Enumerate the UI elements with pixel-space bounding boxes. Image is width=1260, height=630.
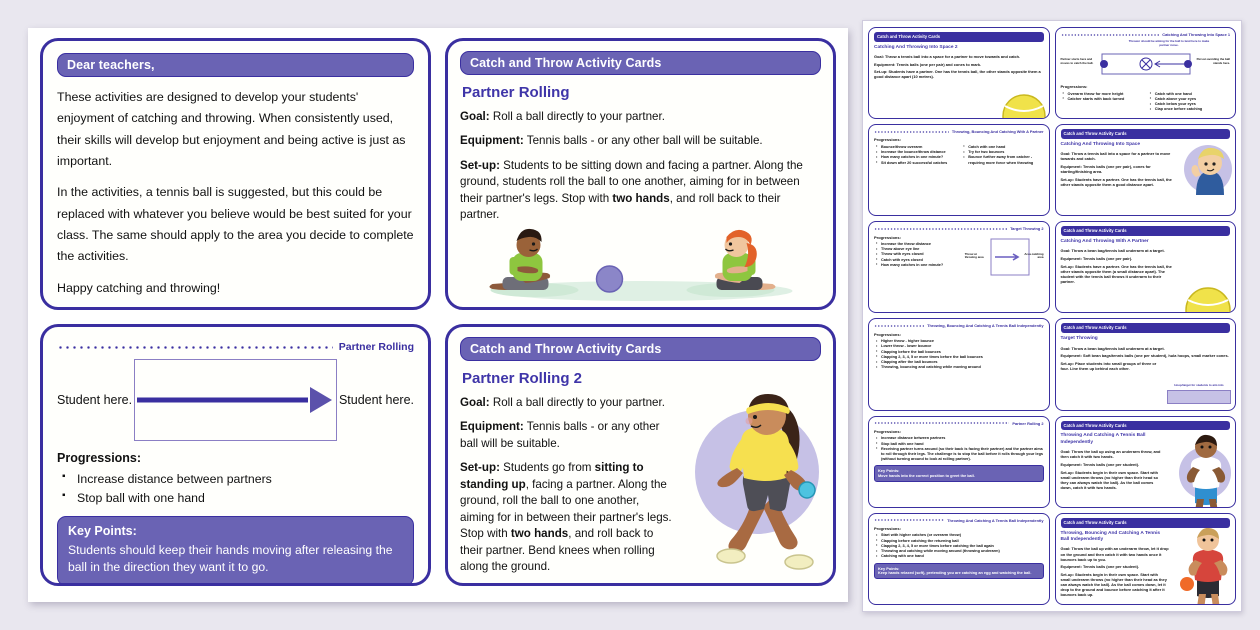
tennis-ball-icon	[1001, 92, 1047, 119]
thumb-dotted-label: Throwing, Bouncing And Catching With A Partner	[951, 129, 1044, 135]
equipment-text: Tennis balls - or any other ball will be suitable.	[523, 134, 763, 148]
progressions-list	[876, 242, 961, 268]
setup-text-2: , and roll back to their partner.	[460, 191, 781, 222]
progressions-list-left	[1063, 92, 1143, 113]
progressions-list	[876, 436, 1044, 462]
list-item: • Throwing, bouncing and catching while moving around	[876, 365, 1044, 370]
thumb-target-diagram	[1167, 384, 1231, 403]
card-dear-teachers[interactable]	[40, 38, 431, 310]
card-banner: Catch and Throw Activity Cards	[460, 337, 821, 361]
key-points-box	[874, 465, 1044, 481]
list-item: • Throw above eye line	[876, 247, 961, 252]
list-item: • Clapping 2, 3, 4, 5 or more times before catching the ball again	[876, 544, 1044, 549]
thumb-equipment: Equipment: Tennis balls (one per pair).	[1060, 256, 1133, 262]
list-item: • Increase the throw distance	[876, 242, 961, 247]
list-item: • Catcher starts with back turned	[1063, 97, 1143, 102]
list-item: • Try for two bounces	[963, 150, 1043, 155]
thumb-setup: Set-up: Students have a partner. One has the tennis ball, the other stands opposite them a good distance apart.	[1060, 176, 1172, 187]
list-item: • Catch below your eyes	[1150, 102, 1230, 107]
list-item: ▪ Stop ball with one hand	[61, 489, 414, 508]
list-item: • Increase the bounce/throw distance	[876, 150, 956, 155]
thumb-dotted-header	[874, 323, 1044, 328]
thumbnail-catching-throwing-into-space-2[interactable]	[868, 27, 1050, 119]
thumbnail-catching-throwing-into-space[interactable]	[1055, 124, 1237, 216]
key-points-body: Move hands into the correct position to greet the ball.	[878, 473, 975, 478]
thumbnail-target-throwing-2[interactable]	[868, 221, 1050, 313]
key-points-box	[57, 516, 414, 586]
diagram-right-label: Area catching area	[1024, 251, 1044, 260]
key-points-body: Keep hands relaxed (soft), pretending you are catching an egg and watching the ball.	[878, 570, 1032, 575]
thumb-title: Catching And Throwing Into Space 2	[874, 44, 958, 50]
card-banner: Catch and Throw Activity Cards	[460, 51, 821, 75]
list-item: • Catch with eyes closed	[876, 258, 961, 263]
arrow-head-icon	[310, 387, 332, 413]
progressions-list-right	[963, 145, 1043, 166]
girl-standing-svg	[691, 386, 831, 581]
list-item: • Clapping after the ball bounces	[876, 360, 1044, 365]
intro-paragraph-2: In the activities, a tennis ball is suggested, but this could be replaced with whatever you believe would be best suited for your class. The same should apply to the area you decide to complete the activities.	[57, 185, 414, 264]
thumb-dotted-label: Catching And Throwing Into Space 1	[1162, 32, 1230, 37]
dotted-rule	[874, 519, 944, 521]
thumb-dotted-header	[874, 129, 1044, 134]
equipment-line	[460, 419, 675, 452]
arrow-shaft-icon	[137, 398, 308, 403]
dotted-header	[57, 341, 414, 353]
two-children-sitting-svg	[462, 217, 823, 303]
thumb-dotted-header	[874, 421, 1044, 426]
thumb-setup: Set-up: Place students into small groups of three or four. Line them up behind each other.	[1060, 360, 1157, 371]
thumb-progressions-columns	[874, 145, 1044, 168]
list-item: • Receiving partner turns around (so their back is facing their partner) and the partner aims to roll through their legs. The challenge is to stop the ball before it rolls through your legs (without turning around to look at rolling partner).	[876, 447, 1044, 463]
thumb-progressions-heading: Progressions:	[874, 234, 901, 240]
list-item: • Stop ball with one hand	[876, 442, 1044, 447]
intro-paragraph-1: These activities are designed to develop your students' enjoyment of catching and throwing. When consistently used, their skills will develop but enjoyment and being active is just as important.	[57, 90, 406, 168]
thumb-equipment: Equipment: Tennis balls (one per pair) and cones to mark.	[874, 61, 982, 67]
key-points-box	[874, 563, 1044, 579]
list-item: • Clapping before the ball bounces	[876, 350, 1044, 355]
list-item: • Catching with one hand	[876, 554, 1044, 559]
diagram-left-label: Student here.	[57, 393, 133, 407]
boy-throwing-icon	[1180, 139, 1234, 197]
rolling-diagram	[57, 359, 414, 441]
list-item: • Throwing and catching while moving around (throwing underarm)	[876, 549, 1044, 554]
dotted-rule	[874, 422, 1009, 424]
thumb-setup: Set-up: Students begin in their own space. Start with small underarm throws (no higher than their head as they can always watch the ball). As the ball comes down, let it drop to the ground and bounce before catching it after it bounces back up.	[1060, 571, 1167, 598]
goal-line	[460, 395, 675, 411]
setup-bold-1: sitting to standing up	[460, 461, 644, 491]
card-partner-rolling[interactable]	[445, 38, 836, 310]
setup-text-3: , and roll back to their partner. Bend knees when rolling along the ground.	[460, 527, 655, 574]
target-diagram-svg	[987, 237, 1033, 279]
thumbnail-throwing-bouncing-catching-tennis-ball-independently[interactable]	[1055, 513, 1237, 605]
diagram-right-label: Student here.	[338, 393, 414, 407]
thumb-goal: Goal: Throw the ball up using an underarm throw, and then catch it with two hands.	[1060, 449, 1161, 460]
list-item: ▪ Increase distance between partners	[61, 470, 414, 489]
card-title: Partner Rolling 2	[462, 370, 583, 387]
thumb-goal: Goal: Throw a tennis ball into a space for a partner to move towards and catch.	[1060, 151, 1171, 162]
list-item: • Overarm throw for more height	[1063, 92, 1143, 97]
intro-paragraph-3: Happy catching and throwing!	[57, 280, 221, 295]
list-item: • Sit down after 20 successful catches	[876, 161, 956, 166]
list-item: • Lower throw - lower bounce	[876, 344, 1044, 349]
progressions-list-right	[1150, 92, 1230, 113]
thumb-dotted-header	[874, 518, 1044, 523]
dotted-header-label: Partner Rolling	[338, 341, 414, 353]
thumb-setup: Set-up: Students begin in their own space. Start with small underarm throws (no higher than their head so they can always watch the ball). As the ball comes down, catch it with two hands.	[1060, 469, 1158, 490]
dotted-rule	[57, 346, 333, 349]
thumb-title: Target Throwing	[1060, 336, 1098, 342]
thumb-diagram	[1061, 40, 1231, 84]
thumb-dotted-label: Throwing, Bouncing And Catching A Tennis Ball Independently	[927, 323, 1044, 329]
thumb-title: Catching And Throwing Into Space	[1060, 141, 1141, 147]
diagram-box	[134, 359, 337, 441]
boy-catching-icon	[1175, 433, 1231, 508]
setup-bold-2: two hands	[510, 527, 569, 541]
goal-text: Roll a ball directly to your partner.	[489, 110, 665, 123]
thumb-title: Catching And Throwing With A Partner	[1060, 239, 1149, 244]
thumbnail-throwing-catching-independently-progressions[interactable]	[868, 513, 1050, 605]
key-points-title: Key Points:	[68, 524, 137, 539]
list-item: • Throw with eyes closed	[876, 252, 961, 257]
thumb-progressions-heading: Progressions:	[1060, 84, 1088, 90]
dotted-rule	[874, 228, 1007, 230]
thumb-dotted-header	[874, 226, 1044, 231]
thumb-dotted-label: Target Throwing 2	[1010, 226, 1044, 232]
list-item: • Increase distance between partners	[876, 436, 1044, 441]
thumbnail-throwing-bouncing-catching-independently-progressions[interactable]	[868, 318, 1050, 410]
thumb-banner: Catch and Throw Activity Cards	[874, 32, 1044, 42]
dotted-rule	[874, 325, 924, 327]
goal-label: Goal:	[460, 396, 490, 409]
goal-text: Roll a ball directly to your partner.	[489, 396, 665, 409]
thumb-banner: Catch and Throw Activity Cards	[1061, 421, 1231, 431]
setup-line	[460, 158, 821, 224]
preview-page	[28, 28, 848, 602]
illustration-girl-standing	[691, 386, 831, 581]
space-diagram-svg	[1094, 50, 1199, 80]
card-partner-rolling-diagram[interactable]	[40, 324, 431, 586]
thumb-banner: Catch and Throw Activity Cards	[1061, 129, 1231, 139]
thumb-goal: Goal: Throw a tennis ball into a space for a partner to move towards and catch.	[874, 54, 1021, 60]
setup-text-2: , facing a partner. Along the ground, roll the ball to one another, aiming for in between their partner's legs. Stop with	[460, 477, 672, 541]
setup-line	[460, 460, 675, 575]
illustration-two-children-sitting	[462, 217, 823, 303]
tennis-ball-icon	[1183, 284, 1233, 313]
progressions-list	[876, 533, 1044, 559]
thumb-dotted-label: Throwing And Catching A Tennis Ball Independently	[947, 517, 1044, 523]
thumb-banner: Catch and Throw Activity Cards	[1061, 518, 1231, 528]
thumbnail-partner-rolling-2-progressions[interactable]	[868, 416, 1050, 508]
thumb-progressions-columns	[1061, 92, 1231, 115]
dotted-rule	[874, 131, 949, 133]
list-item: • Catch with one hand	[963, 145, 1043, 150]
annotation-top: Thrower should be aiming for the ball to land here to make partner move.	[1128, 39, 1210, 47]
thumbnail-throwing-catching-tennis-ball-independently[interactable]	[1055, 416, 1237, 508]
goal-line	[460, 109, 821, 125]
list-item: • Catch above your eyes	[1150, 97, 1230, 102]
annotation-left: Partner starts here and moves to catch the ball.	[1060, 57, 1094, 65]
thumb-banner: Catch and Throw Activity Cards	[1061, 226, 1231, 236]
thumb-progressions-heading: Progressions:	[874, 428, 901, 434]
list-item: • Clap once before catching	[1150, 107, 1230, 112]
list-item: • Bounce further away from catcher - requiring more force when throwing	[963, 155, 1043, 165]
setup-label: Set-up:	[460, 158, 500, 172]
thumb-setup: Set-up: Students have a partner. One has the tennis ball, the other stands opposite them a good distance apart (10 metres).	[874, 69, 1041, 80]
thumbnail-rail[interactable]	[862, 20, 1242, 612]
thumbnail-throwing-bouncing-catching-with-partner[interactable]	[868, 124, 1050, 216]
thumb-dotted-header	[1061, 32, 1231, 37]
thumb-equipment: Equipment: Tennis balls (one per pair), cones for starting/finishing area.	[1060, 163, 1151, 175]
progressions-list	[61, 470, 414, 508]
key-points-body: Students should keep their hands moving after releasing the ball in the direction they want it to go.	[68, 543, 393, 574]
preview-card-grid	[40, 38, 836, 592]
progressions-list	[876, 339, 1044, 370]
thumb-equipment: Equipment: Tennis balls (one per student).	[1060, 564, 1140, 570]
thumb-dotted-label: Partner Rolling 2	[1012, 420, 1044, 426]
key-points-title: Key Points:	[878, 565, 900, 571]
list-item: • Clapping before catching the returning ball	[876, 539, 1044, 544]
hoop-target-icon	[1167, 390, 1231, 404]
thumb-progressions-heading: Progressions:	[874, 331, 901, 337]
equipment-label: Equipment:	[460, 420, 524, 434]
list-item: • Higher throw - higher bounce	[876, 339, 1044, 344]
thumb-setup: Set-up: Students have a partner. One has the tennis ball, the other stands opposite them (a small distance apart). The student with the tennis ball throws it underarm to their partner.	[1060, 263, 1172, 284]
equipment-label: Equipment:	[460, 134, 524, 148]
setup-text-1: Students go from	[499, 461, 595, 475]
annotation-right: Person avoiding the ball stands here.	[1196, 57, 1230, 65]
equipment-text: Tennis balls - or any other ball will be suitable.	[460, 420, 660, 450]
thumb-goal: Goal: Throw the ball up with an underarm throw, let it drop on the ground and then catch it with two hands once it bounces back up to you.	[1060, 546, 1169, 562]
progressions-list-left	[876, 145, 956, 166]
list-item: • Clapping 2, 3, 4, 5 or more times before the ball bounces	[876, 355, 1044, 360]
thumb-progressions-heading: Progressions:	[874, 137, 901, 143]
setup-text-1: Students to be sitting down and facing a partner. Along the ground, students roll the ball to one another, aiming for in between their partner's legs. Stop with	[460, 158, 803, 205]
thumbnail-catching-throwing-with-a-partner[interactable]	[1055, 221, 1237, 313]
diagram-left-label: Throw at throwing area	[964, 251, 984, 260]
diagram-label: Hoop/target for students to aim into	[1174, 383, 1224, 388]
card-title: Partner Rolling	[462, 84, 570, 101]
list-item: • How many catches in one minute?	[876, 263, 961, 268]
thumb-goal: Goal: Throw a bean bag/tennis ball underarm at a target.	[1060, 345, 1165, 351]
setup-bold: two hands	[612, 191, 670, 205]
thumb-diagram	[965, 235, 1044, 271]
key-points-title: Key Points:	[878, 468, 900, 474]
thumbnail-catching-throwing-into-space-1-diagram[interactable]	[1055, 27, 1237, 119]
list-item: • Bounce/throw overarm	[876, 145, 956, 150]
card-partner-rolling-2[interactable]	[445, 324, 836, 586]
thumb-banner: Catch and Throw Activity Cards	[1061, 323, 1231, 333]
card-banner: Dear teachers,	[57, 53, 414, 77]
thumb-progressions-heading: Progressions:	[874, 526, 901, 532]
dotted-rule	[1061, 34, 1160, 36]
thumb-title: Throwing, Bouncing And Catching A Tennis Ball Independently	[1060, 530, 1161, 542]
list-item: • How many catches in one minute?	[876, 155, 956, 160]
thumb-equipment: Equipment: Soft bean bags/tennis balls (one per student), hula hoops, small marker cones.	[1060, 353, 1229, 359]
progressions-heading: Progressions:	[57, 451, 142, 465]
list-item: • Start with higher catches (or overarm throw)	[876, 533, 1044, 538]
boy-bouncing-icon	[1175, 528, 1233, 605]
thumb-title: Throwing And Catching A Tennis Ball Independently	[1060, 433, 1146, 445]
equipment-line	[460, 133, 821, 149]
setup-label: Set-up:	[460, 461, 500, 475]
thumb-goal: Goal: Throw a bean bag/tennis ball underarm at a target.	[1060, 248, 1165, 254]
list-item: • Catch with one hand	[1150, 92, 1230, 97]
thumbnail-target-throwing[interactable]	[1055, 318, 1237, 410]
goal-label: Goal:	[460, 110, 490, 123]
thumb-equipment: Equipment: Tennis balls (one per student).	[1060, 461, 1140, 467]
